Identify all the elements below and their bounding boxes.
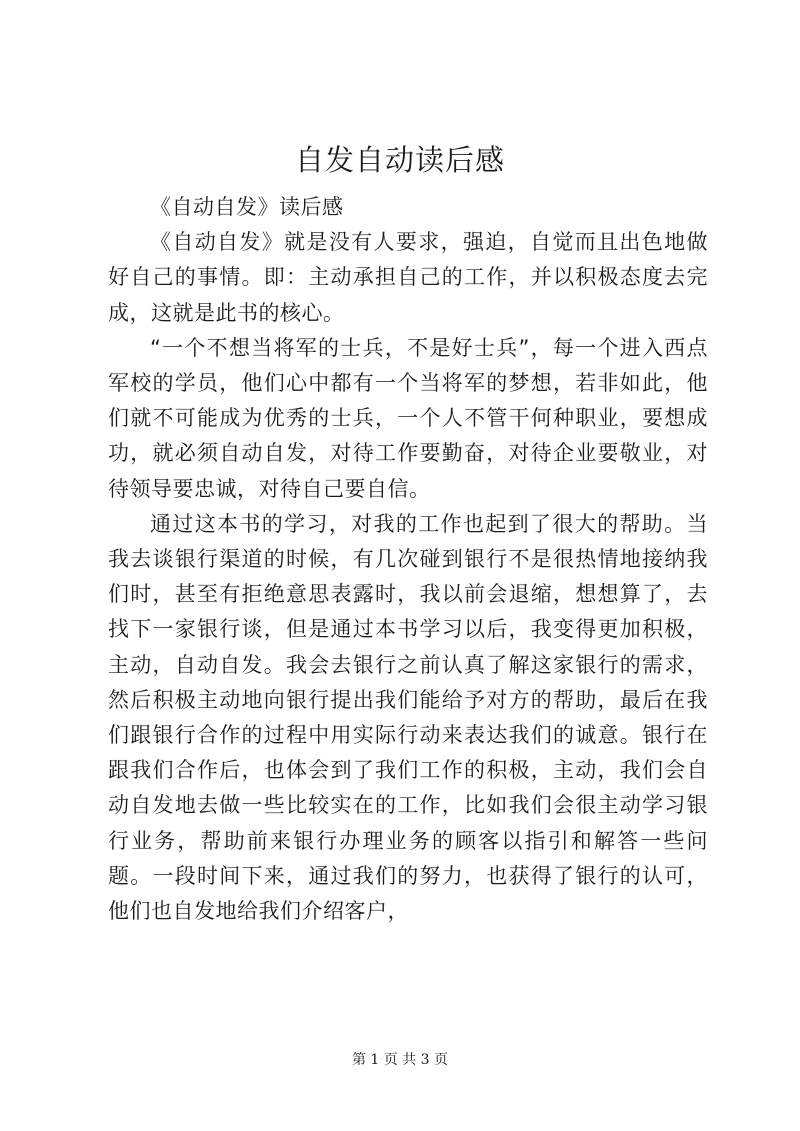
paragraph-2: “一个不想当将军的士兵，不是好士兵”，每一个进入西点军校的学员，他们心中都有一个当将军的梦想，若非如此，他们就不可能成为优秀的士兵，一个人不管干何种职业，要想成功，就必须自动自发，对待工作要勤奋，对待企业要敬业，对待领导要忠诚，对待自己要自信。 [108,335,708,501]
paragraph-3: 通过这本书的学习，对我的工作也起到了很大的帮助。当我去谈银行渠道的时候，有几次碰到银行不是很热情地接纳我们时，甚至有拒绝意思表露时，我以前会退缩，想想算了，去找下一家银行谈，但是通过本书学习以后，我变得更加积极，主动，自动自发。我会去银行之前认真了解这家银行的需求，然后积极主动地向银行提出我们能给予对方的帮助，最后在我们跟银行合作的过程中用实际行动来表达我们的诚意。银行在跟我们合作后，也体会到了我们工作的积极，主动，我们会自动自发地去做一些比较实在的工作，比如我们会很主动学习银行业务，帮助前来银行办理业务的顾客以指引和解答一些问题。一段时间下来，通过我们的努力，也获得了银行的认可，他们也自发地给我们介绍客户， [108,511,708,924]
page-number-footer: 第 1 页 共 3 页 [351,1052,449,1068]
paragraph-1: 《自动自发》就是没有人要求，强迫，自觉而且出色地做好自己的事情。即：主动承担自己的工作，并以积极态度去完成，这就是此书的核心。 [108,230,708,325]
document-subtitle: 《自动自发》读后感 [150,195,344,219]
document-title: 自发自动读后感 [294,143,505,177]
document-body [108,190,708,929]
